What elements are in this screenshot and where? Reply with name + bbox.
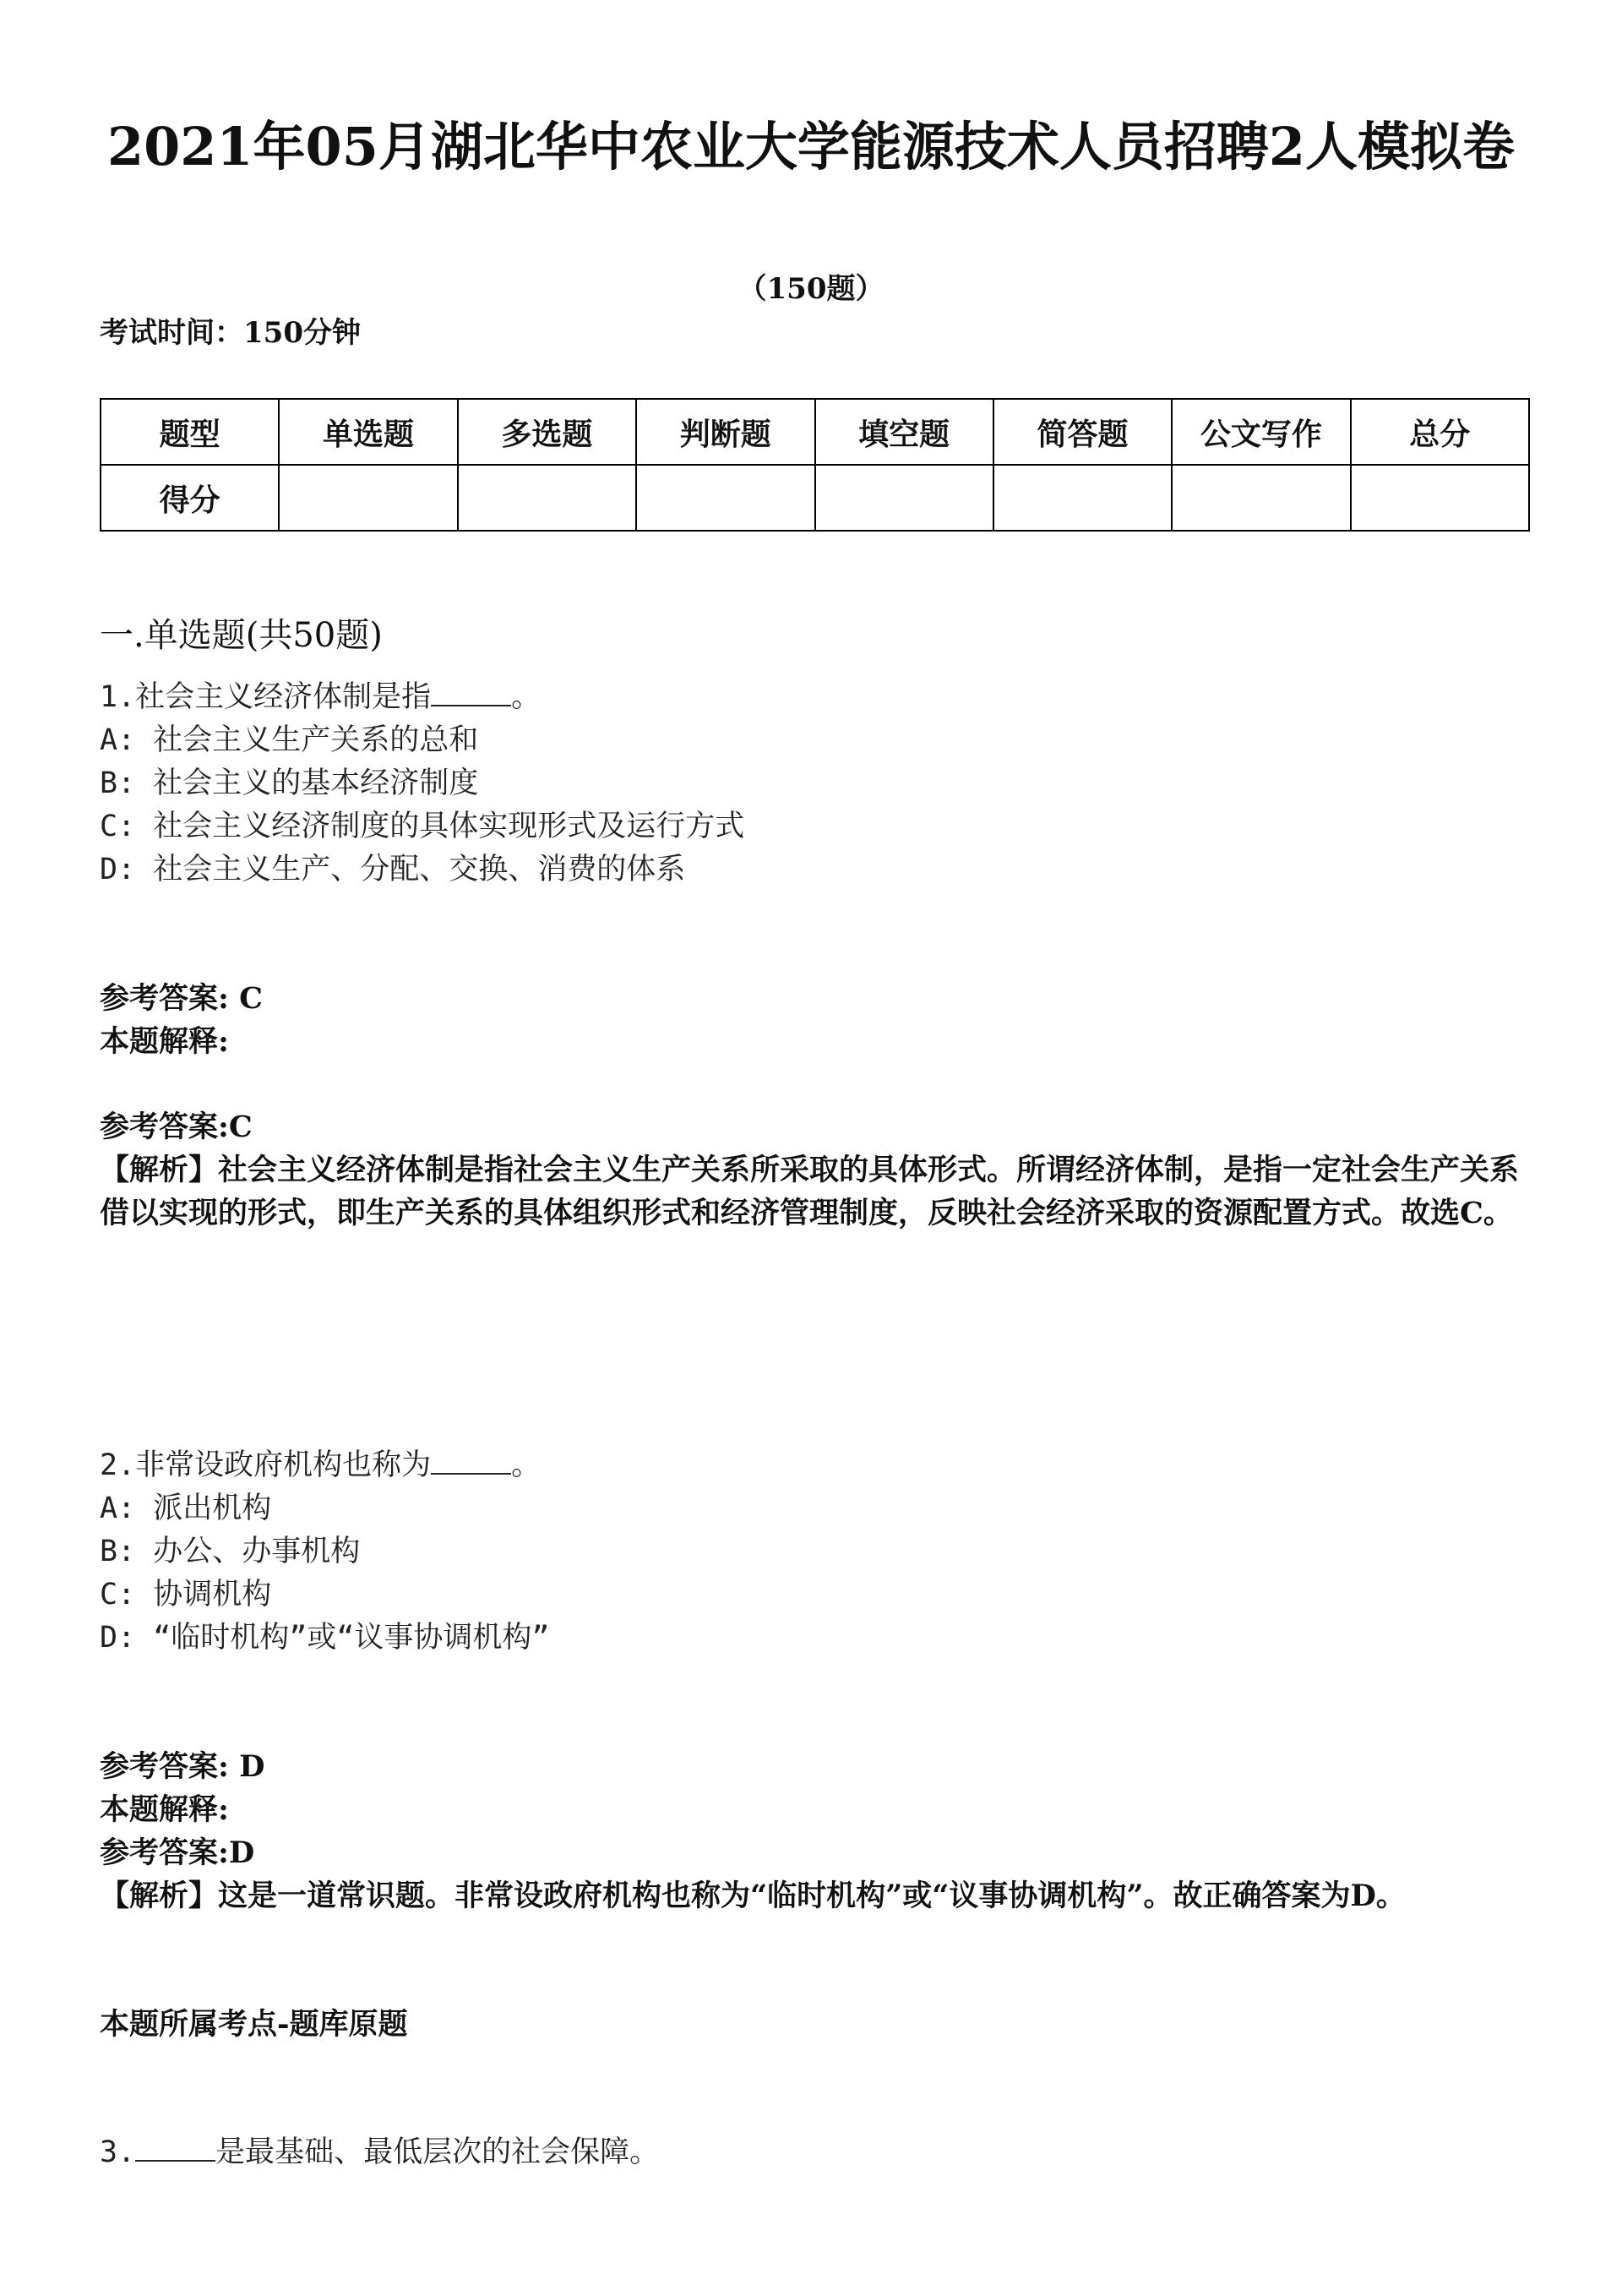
question-2-answer: 参考答案: D [100,1749,265,1784]
document-title: 2021年05月湖北华中农业大学能源技术人员招聘2人模拟卷 [107,116,1515,177]
question-2-stem [100,1444,541,1487]
header-cell-type: 题型 [101,399,279,465]
score-cell-multiple-choice[interactable] [458,465,636,531]
header-cell-fill-blank: 填空题 [815,399,993,465]
question-stem-text: 3. [100,2135,136,2169]
answer-blank [431,1444,511,1475]
question-stem-text: 1.社会主义经济体制是指 [100,680,432,714]
score-table-header-row [101,399,1529,465]
question-2-answer-repeat: 参考答案:D [100,1835,255,1870]
section-heading: 一.单选题(共50题) [100,616,383,655]
question-1-answer-repeat: 参考答案:C [100,1110,253,1144]
question-stem-end: 。 [511,680,542,714]
header-cell-single-choice: 单选题 [279,399,457,465]
exam-time: 考试时间：150分钟 [100,316,361,350]
question-stem-end: 是最基础、最低层次的社会保障。 [215,2135,660,2169]
score-table [100,398,1530,532]
score-table-score-row [101,465,1529,531]
score-cell-fill-blank[interactable] [815,465,993,531]
score-row-label: 得分 [101,465,279,531]
question-1-option-b: B: 社会主义的基本经济制度 [100,766,479,800]
question-1-explain-label: 本题解释: [100,1024,229,1059]
question-1-option-c: C: 社会主义经济制度的具体实现形式及运行方式 [100,810,745,843]
question-2-option-c: C: 协调机构 [100,1578,272,1612]
question-2-option-a: A: 派出机构 [100,1492,272,1525]
question-2-analysis: 【解析】这是一道常识题。非常设政府机构也称为“临时机构”或“议事协调机构”。故正确答案为D。 [100,1879,1406,1913]
score-cell-official-writing[interactable] [1172,465,1350,531]
question-2-option-b: B: 办公、办事机构 [100,1535,361,1568]
question-2-option-d: D: “临时机构”或“议事协调机构” [100,1621,550,1655]
score-cell-total[interactable] [1351,465,1529,531]
question-1-stem [100,676,541,719]
question-stem-end: 。 [511,1448,542,1482]
question-3-stem [100,2131,659,2174]
answer-blank [135,2131,215,2162]
question-count: （150题） [738,272,884,306]
question-2-explain-label: 本题解释: [100,1792,229,1827]
score-cell-single-choice[interactable] [279,465,457,531]
answer-blank [431,676,511,706]
question-1-analysis: 【解析】社会主义经济体制是指社会主义生产关系所采取的具体形式。所谓经济体制，是指一定社会生产关系借以实现的形式，即生产关系的具体组织形式和经济管理制度，反映社会经济采取的资源配置方式。故选C。 [100,1153,1520,1230]
question-1-option-d: D: 社会主义生产、分配、交换、消费的体系 [100,853,686,886]
header-cell-total: 总分 [1351,399,1529,465]
score-cell-short-answer[interactable] [993,465,1172,531]
header-cell-short-answer: 简答题 [993,399,1172,465]
score-cell-true-false[interactable] [636,465,814,531]
header-cell-multiple-choice: 多选题 [458,399,636,465]
question-stem-text: 2.非常设政府机构也称为 [100,1448,432,1482]
header-cell-official-writing: 公文写作 [1172,399,1350,465]
question-1-option-a: A: 社会主义生产关系的总和 [100,723,479,757]
question-2-kaodian: 本题所属考点-题库原题 [100,2007,408,2042]
header-cell-true-false: 判断题 [636,399,814,465]
question-1-answer: 参考答案: C [100,981,263,1016]
